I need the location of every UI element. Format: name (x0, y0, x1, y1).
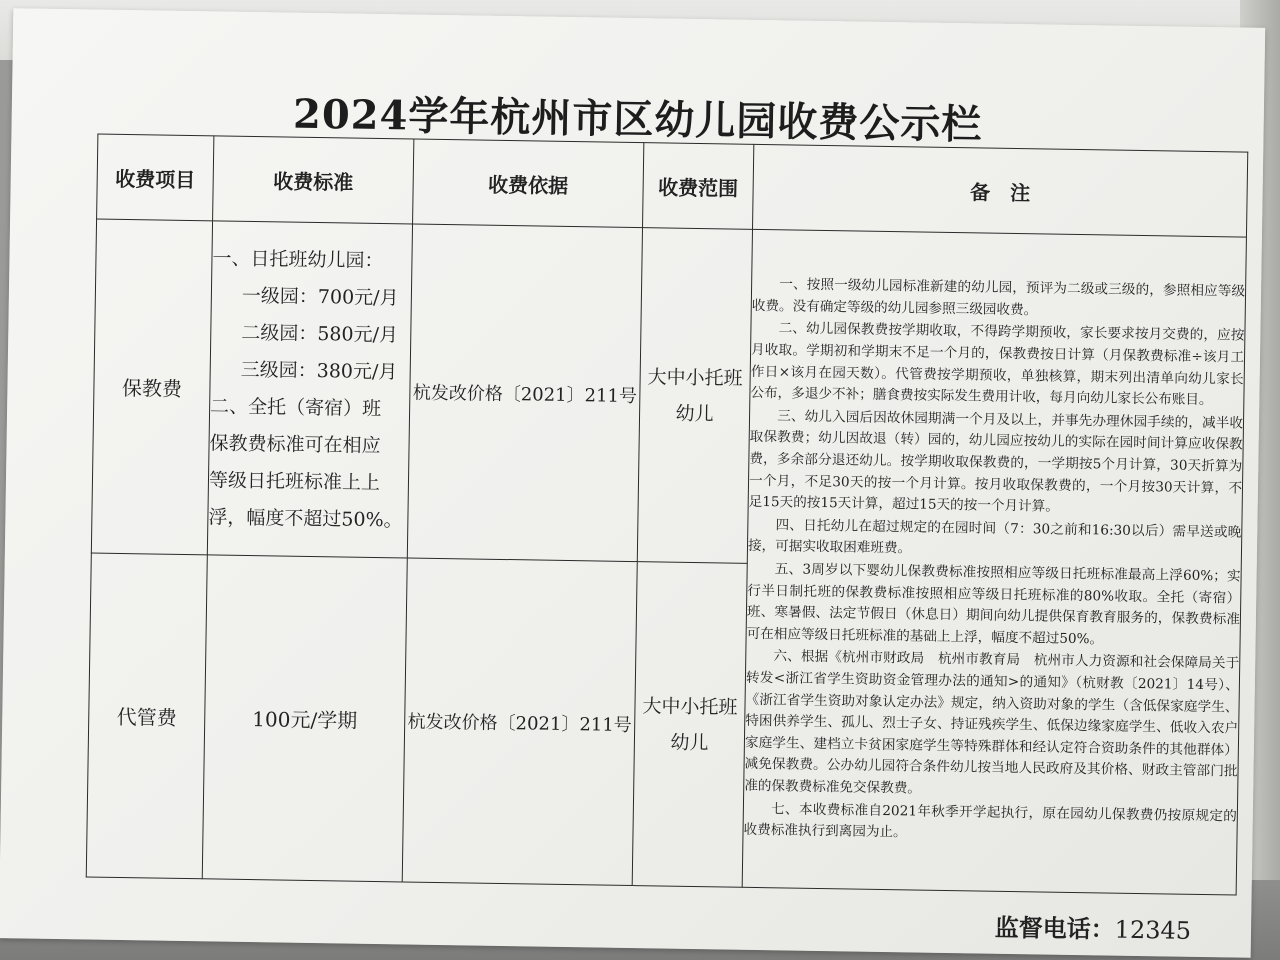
remark-paragraph: 三、幼儿入园后因故休园期满一个月及以上，并事先办理休园手续的，减半收取保教费；幼儿因故退（转）园的，幼儿园应按幼儿的实际在园时间计算应收保教费，多余部分退还幼儿。按学期收取保教费的，一学期按5个月计算，30天折算为一个月，不足30天的按一个月计算。按月收取保教费的，一个月按30天计算，不足15天的按15天计算，超过15天的按一个月计算。 (748, 408, 1244, 515)
standard-line: 二、全托（寄宿）班 (209, 394, 382, 420)
page-title: 2024学年杭州市区幼儿园收费公示栏 (292, 90, 983, 149)
standard-line: 二级园：580元/月 (241, 321, 399, 346)
standard-line: 保教费标准可在相应 (209, 431, 381, 457)
fee-basis: 杭发改价格〔2021〕211号 (402, 558, 637, 886)
remark-paragraph: 二、幼儿园保教费按学期收取，不得跨学期预收，家长要求按月交费的，应按月收取。学期初和学期末不足一个月的，保教费按日计算（月保教费标准÷该月工作日×该月在园天数）。代管费按学期预收，单独核算，期末列出清单向幼儿家长公布，多退少不补；膳食费按实际发生费用计收，每月向幼儿家长公布账目。 (750, 320, 1245, 409)
header-item: 收费项目 (97, 134, 214, 221)
table-row (91, 219, 1246, 571)
fee-scope: 大中小托班幼儿 (632, 562, 747, 888)
header-standard: 收费标准 (213, 136, 414, 224)
fee-item-name: 保教费 (91, 219, 212, 555)
standard-line: 三级园：380元/月 (240, 358, 398, 383)
fee-standard: 100元/学期 (202, 555, 407, 882)
standard-line: 一级园：700元/月 (241, 284, 399, 309)
fee-scope: 大中小托班幼儿 (637, 228, 752, 564)
standard-line: 一、日托班幼儿园： (212, 246, 384, 272)
supervision-hotline (994, 908, 1191, 946)
fee-item-name: 代管费 (86, 553, 207, 879)
fee-standard (207, 221, 412, 558)
fee-basis: 杭发改价格〔2021〕211号 (407, 224, 642, 562)
header-scope: 收费范围 (643, 143, 754, 230)
notice-paper (0, 8, 1265, 958)
hotline-number: 12345 (1114, 915, 1192, 945)
remark-paragraph: 四、日托幼儿在超过规定的在园时间（7：30之前和16:30以后）需早送或晚接，可据实收取困难班费。 (747, 517, 1242, 557)
header-basis: 收费依据 (413, 139, 644, 228)
header-remarks: 备 注 (752, 144, 1247, 237)
standard-line: 浮，幅度不超过50%。 (208, 505, 403, 531)
remark-paragraph: 一、按照一级幼儿园标准新建的幼儿园，预评为二级或三级的，参照相应等级收费。没有确定等级的幼儿园参照三级园收费。 (751, 276, 1246, 319)
remarks-cell (742, 229, 1246, 895)
remark-paragraph: 五、3周岁以下婴幼儿保教费标准按照相应等级日托班标准最高上浮60%；实行半日制托班的保教费标准按照相应等级日托班标准的80%收取。全托（寄宿）班、寒暑假、法定节假日（休息日）期间向幼儿提供保育教育服务的，保教费标准可在相应等级日托班标准的基础上上浮，幅度不超过50%。 (746, 561, 1241, 648)
fee-table (86, 134, 1249, 896)
hotline-label: 监督电话： (994, 913, 1115, 944)
remark-paragraph: 六、根据《杭州市财政局 杭州市教育局 杭州市人力资源和社会保障局关于转发<浙江省学生资助资金管理办法的通知>的通知》（杭财教〔2021〕14号）、《浙江省学生资助对象认定办法》规定，纳入资助对象的学生（含低保家庭学生、特困供养学生、孤儿、烈士子女、持证残疾学生、低保边缘家庭学生、低收入农户家庭学生、建档立卡贫困家庭学生等特殊群体和经认定符合资助条件的其他群体）减免保教费。公办幼儿园符合条件幼儿按当地人民政府及其价格、财政主管部门批准的保教费标准免交保教费。 (744, 648, 1240, 797)
remark-paragraph: 七、本收费标准自2021年秋季开学起执行，原在园幼儿保教费仍按原规定的收费标准执行到离园为止。 (743, 800, 1237, 841)
standard-line: 等级日托班标准上上 (208, 468, 381, 494)
